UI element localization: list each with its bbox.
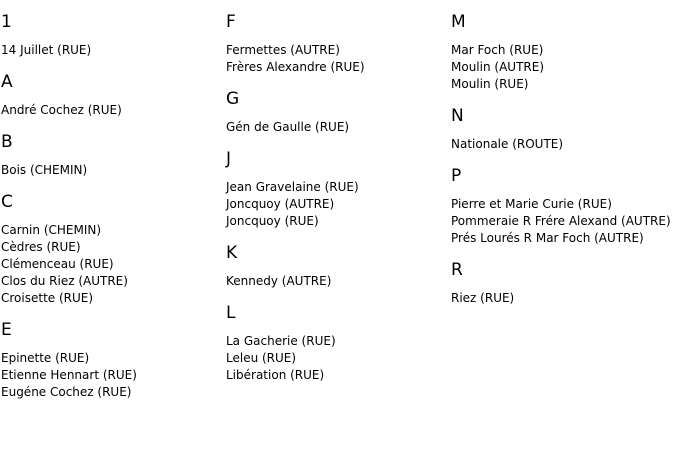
group-letter: E xyxy=(1,320,12,340)
street-list xyxy=(451,42,671,93)
letter-group-p xyxy=(451,166,671,247)
group-letter: 1 xyxy=(1,12,12,32)
street-item[interactable]: Clos du Riez (AUTRE) xyxy=(1,274,128,288)
group-letter: F xyxy=(226,12,236,32)
group-letter: M xyxy=(451,12,466,32)
letter-group-g xyxy=(226,89,365,136)
group-letter: P xyxy=(451,166,462,186)
street-item[interactable]: Leleu (RUE) xyxy=(226,351,297,365)
letter-group-b xyxy=(1,132,137,179)
street-item[interactable]: 14 Juillet (RUE) xyxy=(1,43,92,57)
street-list xyxy=(226,273,365,290)
street-item[interactable]: Clémenceau (RUE) xyxy=(1,257,114,271)
street-item[interactable]: Moulin (RUE) xyxy=(451,77,529,91)
street-index-column-3 xyxy=(451,0,671,320)
letter-group-f xyxy=(226,12,365,76)
street-item[interactable]: Fermettes (AUTRE) xyxy=(226,43,340,57)
street-item[interactable]: Eugéne Cochez (RUE) xyxy=(1,385,132,399)
street-list xyxy=(451,290,671,307)
letter-group-1 xyxy=(1,12,137,59)
group-letter: J xyxy=(226,149,232,169)
street-item[interactable]: Prés Lourés R Mar Foch (AUTRE) xyxy=(451,231,644,245)
street-item[interactable]: Mar Foch (RUE) xyxy=(451,43,544,57)
street-list xyxy=(226,179,365,230)
letter-group-l xyxy=(226,303,365,384)
letter-group-a xyxy=(1,72,137,119)
group-letter: R xyxy=(451,260,463,280)
street-item[interactable]: Riez (RUE) xyxy=(451,291,515,305)
street-item[interactable]: André Cochez (RUE) xyxy=(1,103,122,117)
street-list xyxy=(451,196,671,247)
street-item[interactable]: Bois (CHEMIN) xyxy=(1,163,88,177)
street-item[interactable]: Joncquoy (RUE) xyxy=(226,214,319,228)
group-letter: C xyxy=(1,192,13,212)
street-item[interactable]: Kennedy (AUTRE) xyxy=(226,274,332,288)
street-list xyxy=(451,136,671,153)
letter-group-n xyxy=(451,106,671,153)
street-item[interactable]: Pierre et Marie Curie (RUE) xyxy=(451,197,612,211)
group-letter: K xyxy=(226,243,238,263)
letter-group-c xyxy=(1,192,137,307)
letter-group-k xyxy=(226,243,365,290)
street-list xyxy=(226,42,365,76)
street-list xyxy=(1,42,137,59)
street-index-column-2 xyxy=(226,0,365,397)
letter-group-m xyxy=(451,12,671,93)
street-index-column-1 xyxy=(1,0,137,414)
street-item[interactable]: Frères Alexandre (RUE) xyxy=(226,60,365,74)
street-list xyxy=(226,119,365,136)
street-list xyxy=(1,162,137,179)
street-item[interactable]: Gén de Gaulle (RUE) xyxy=(226,120,350,134)
street-item[interactable]: Pommeraie R Frére Alexand (AUTRE) xyxy=(451,214,671,228)
street-item[interactable]: Epinette (RUE) xyxy=(1,351,90,365)
street-item[interactable]: Carnin (CHEMIN) xyxy=(1,223,102,237)
street-item[interactable]: La Gacherie (RUE) xyxy=(226,334,336,348)
group-letter: A xyxy=(1,72,13,92)
letter-group-e xyxy=(1,320,137,401)
street-list xyxy=(1,222,137,307)
group-letter: L xyxy=(226,303,236,323)
street-list xyxy=(1,350,137,401)
group-letter: N xyxy=(451,106,464,126)
street-item[interactable]: Jean Gravelaine (RUE) xyxy=(226,180,359,194)
street-item[interactable]: Cèdres (RUE) xyxy=(1,240,81,254)
street-list xyxy=(226,333,365,384)
street-item[interactable]: Nationale (ROUTE) xyxy=(451,137,564,151)
letter-group-r xyxy=(451,260,671,307)
street-item[interactable]: Moulin (AUTRE) xyxy=(451,60,544,74)
street-item[interactable]: Libération (RUE) xyxy=(226,368,325,382)
street-item[interactable]: Etienne Hennart (RUE) xyxy=(1,368,137,382)
street-list xyxy=(1,102,137,119)
letter-group-j xyxy=(226,149,365,230)
group-letter: G xyxy=(226,89,240,109)
street-item[interactable]: Joncquoy (AUTRE) xyxy=(226,197,335,211)
street-item[interactable]: Croisette (RUE) xyxy=(1,291,94,305)
group-letter: B xyxy=(1,132,13,152)
